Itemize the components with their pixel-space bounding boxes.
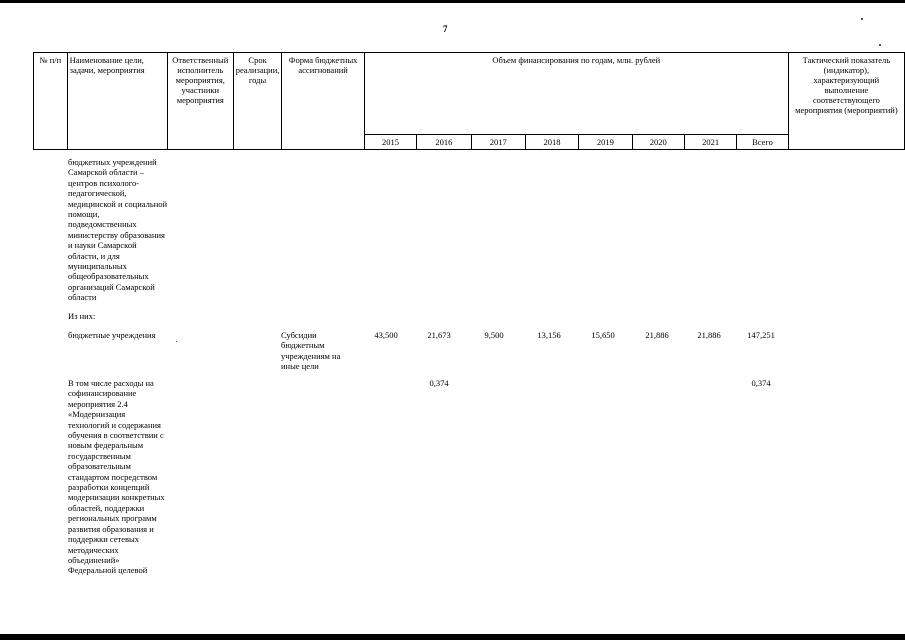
year-2019: 2019: [579, 134, 632, 149]
value-2015: 43,500: [374, 330, 398, 340]
year-2015: 2015: [364, 134, 416, 149]
continuation-text: бюджетных учреждений Самарской области – центров психолого-педагогической, медицинской и социальной помощи, подведомственных министерству образования и науки Самарской области, и для муниципальных общеобразовательных организаций Самарской области: [68, 157, 168, 303]
cofinancing-text: В том числе расходы на софинансирование мероприятия 2.4 «Модернизация технологий и содержания обучения в соответствии с новым федеральным государственным образовательным стандартом посредством разработки концепций модернизации конкретных областей, поддержки региональных программ развития образования и поддержки сетевых методических объединений» Федеральной целевой: [68, 378, 165, 576]
page-number: 7: [443, 24, 448, 34]
year-2021: 2021: [684, 134, 736, 149]
header-col-responsible: Ответственный исполнитель мероприятия, участники мероприятия: [167, 53, 233, 150]
cofinancing-value-2016: 0,374: [429, 378, 449, 388]
header-col-indicator: Тактический показатель (индикатор), характеризующий выполнение соответствующего мероприятия (мероприятий): [788, 53, 904, 150]
cofinancing-value-total: 0,374: [751, 378, 771, 388]
header-col-term: Срок реализации, годы: [233, 53, 282, 150]
value-total: 147,251: [747, 330, 775, 340]
year-2020: 2020: [632, 134, 684, 149]
value-2018: 13,156: [537, 330, 561, 340]
scan-speck: [879, 44, 881, 46]
scan-speck: [176, 341, 177, 342]
header-col-form: Форма бюджетных ассигнований: [282, 53, 364, 150]
of-which-label: Из них:: [68, 311, 96, 321]
value-2016: 21,673: [427, 330, 451, 340]
header-col-funding: Объем финансирования по годам, млн. рублей: [364, 53, 788, 135]
scan-speck: [861, 18, 863, 20]
budget-institutions-name: бюджетные учреждения: [68, 330, 156, 340]
bottom-border: [0, 634, 905, 640]
year-2016: 2016: [417, 134, 471, 149]
value-2019: 15,650: [591, 330, 615, 340]
value-2017: 9,500: [484, 330, 504, 340]
header-col-name: Наименование цели, задачи, мероприятия: [67, 53, 167, 150]
table-header: [33, 52, 905, 150]
year-2017: 2017: [471, 134, 525, 149]
year-2018: 2018: [525, 134, 578, 149]
header-col-number: № п/п: [34, 53, 68, 150]
top-border: [0, 0, 905, 3]
value-2021: 21,886: [697, 330, 721, 340]
year-total: Всего: [737, 134, 788, 149]
value-2020: 21,886: [645, 330, 669, 340]
budget-institutions-form: Субсидии бюджетным учреждениям на иные цели: [281, 330, 341, 372]
